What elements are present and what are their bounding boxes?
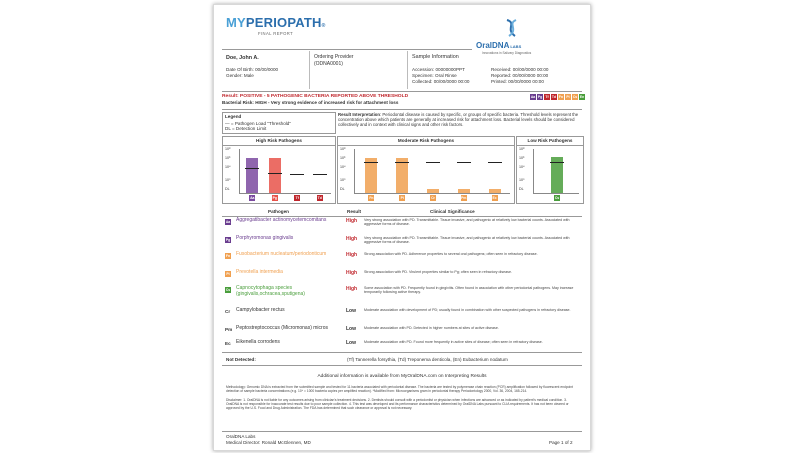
pathogen-name: Eikenella corrodens (236, 339, 280, 345)
result-badge: Fn (558, 95, 564, 99)
chart-category-label: Pm (461, 196, 467, 200)
chart-threshold-line (457, 162, 471, 163)
clinical-significance: Strong association with PD. Virulent properties similar to Pg; often seen in refractory disease. (364, 270, 512, 274)
chart-y-tick: 10⁸ (340, 146, 346, 151)
sample-collected: Collected: 00/00/0000 00:00 (412, 79, 470, 84)
sample-specimen: Specimen: Oral Rinse (412, 73, 457, 78)
chart-y-tick: 10⁴ (225, 165, 231, 170)
oraldna-logo-mark (501, 17, 523, 39)
chart-bar (269, 158, 281, 193)
chart-threshold-line (245, 168, 259, 169)
clinical-significance: Very strong association with PD. Transmittable. Tissue invasive, and pathogenic at relatively low bacterial counts. Associated with aggressive forms of disease. (364, 236, 570, 245)
oraldna-tagline: Innovations in Salivary Diagnostics (482, 51, 532, 55)
clinical-significance: Strong association with PD. Adherence properties to several oral pathogens; often seen in refractory disease. (364, 252, 538, 256)
result-badge: Aa (530, 95, 536, 99)
chart-bar (489, 189, 501, 193)
table-row (222, 270, 582, 286)
pathogen-code-badge: Pi (226, 272, 230, 276)
pathogen-result: High (346, 286, 358, 292)
col-clinical: Clinical Significance (430, 209, 475, 214)
legend-title: Legend (225, 114, 242, 119)
clinical-significance: Very strong association with PD. Transmittable. Tissue invasive, and pathogenic at relatively low bacterial counts. Associated with aggressive forms of disease. (364, 218, 570, 227)
result-badge: Cs (572, 95, 578, 99)
table-row (222, 252, 582, 270)
chart-threshold-line (488, 162, 502, 163)
legend-threshold: — = Pathogen Load "Threshold" (225, 121, 291, 126)
chart-category-label: Cr (431, 196, 435, 200)
chart-y-tick: 10⁰ (519, 177, 525, 182)
pathogen-code-badge: Cs (225, 288, 231, 292)
pathogen-name: Porphyromonas gingivalis (236, 235, 294, 241)
sample-printed: Printed: 00/00/0000 00:00 (491, 79, 544, 84)
medical-director: Medical Director: Ronald McGlennen, MD (226, 440, 311, 445)
chart-bar (458, 189, 470, 193)
chart-y-tick: 10⁶ (340, 155, 346, 160)
chart-threshold-line (395, 162, 409, 163)
pathogen-result: High (346, 270, 358, 276)
chart-moderate-risk (337, 136, 515, 204)
pathogen-result: High (346, 252, 358, 258)
disclaimer: Disclaimer: 1. OralDNA is not liable for any outcomes arising from clinician's treatment decisions. 2. Dentists should consult with a periodontist or physician when infections are advanced or as indicated by patient's medical condition. 3. OralDNA is not responsible for inaccurate test results due to poor sample collection. 4. This test was developed and its performance characteristics determined by OralDNA Labs pursuant to CLIA requirements. It has not been cleared or approved by the U.S. Food and Drug Administration. The FDA has determined that such clearance or approval is not necessary. (226, 398, 569, 410)
chart-bar (427, 189, 439, 193)
patient-name: Doe, John A. (226, 55, 259, 61)
chart-threshold-line (268, 173, 282, 174)
pathogen-code: Ec (225, 341, 231, 346)
chart-category-label: Pg (272, 196, 277, 200)
patient-gender: Gender: Male (226, 73, 254, 78)
provider-id: (ODNA0001) (314, 61, 343, 67)
pathogen-name: Aggregatibacter actinomycetemcomitans (236, 217, 327, 223)
oraldna-logo: OralDNALABS (476, 41, 522, 50)
result-badge: Td (551, 95, 557, 99)
chart-y-tick: 10⁶ (519, 155, 525, 160)
chart-bar (365, 158, 377, 193)
chart-moderate-title: Moderate Risk Pathogens (397, 138, 455, 143)
legend-box (222, 112, 336, 134)
legend-dl: DL = Detection Limit (225, 126, 267, 131)
clinical-significance: Moderate association with development of PD; usually found in combination with other suspected pathogens in refractory disease. (364, 308, 571, 312)
result-badge: Pg (537, 95, 543, 99)
table-row (222, 236, 582, 252)
report-page (213, 4, 591, 451)
result-badge: Pi (566, 95, 570, 99)
result-interpretation: Result Interpretation: Periodontal disease is caused by specific, or groups of specific bacteria. Threshold levels represent the concentration above which patients are generally at increased risk for attachment loss. Bacterial levels should be considered collectively and in context with clinical signs and other risk factors. (338, 112, 579, 128)
chart-bar (396, 158, 408, 193)
pathogen-result: Low (346, 308, 356, 314)
methodology: Methodology: Genomic DNA is extracted from the submitted sample and tested for 11 bacteria associated with periodontal disease. The bacteria are tested by polymerase chain reaction (PCR) amplification followed by fluorescent endpoint detection of sample bacteria concentrations (e.g. 10⁴ = 1000 bacteria copies per amplified reaction). *Modified from: Microorganisms gram in periodontal therapy Periodontology 2000, Vol. 36, 2004, 165-214. (226, 385, 573, 393)
clinical-significance: Moderate association with PD. Found more frequently in active sites of disease; often seen in refractory disease. (364, 340, 543, 344)
lab-name: OralDNA Labs (226, 434, 256, 439)
myperiopath-logo: MYPERIOPATH® (226, 15, 326, 30)
chart-category-label: Td (317, 196, 322, 200)
bacterial-risk: Bacterial Risk: HIGH - Very strong evidence of increased risk for attachment loss (222, 100, 399, 105)
chart-y-tick: 10⁸ (225, 146, 231, 151)
result-badges (530, 94, 586, 102)
result-badge: Tf (545, 95, 549, 99)
table-row (222, 218, 582, 236)
pathogen-result: High (346, 218, 358, 224)
pathogen-table (222, 218, 582, 353)
pathogen-result: High (346, 236, 358, 242)
page-number: Page 1 of 2 (549, 440, 573, 445)
chart-low-title: Low Risk Pathogens (527, 138, 573, 143)
result-line: Result: POSITIVE - 5 PATHOGENIC BACTERIA REPORTED ABOVE THRESHOLD (222, 94, 409, 99)
sample-title: Sample Information (412, 54, 459, 60)
pathogen-code-badge: Pg (225, 238, 231, 242)
pathogen-result: Low (346, 340, 356, 346)
clinical-significance: Some association with PD. Frequently found in gingivitis. Often found in association with other periodontal pathogens. May increase temporarily following active therapy. (364, 286, 574, 295)
provider-label: Ordering Provider (314, 54, 354, 60)
col-pathogen: Pathogen (268, 209, 289, 214)
chart-bar (246, 158, 258, 193)
pathogen-code: Pm (225, 327, 233, 332)
table-row (222, 286, 582, 308)
sample-received: Received: 00/00/0000 00:00 (491, 67, 549, 72)
not-detected-label: Not Detected: (226, 357, 256, 362)
chart-y-tick: DL (340, 187, 345, 192)
chart-y-tick: 10⁸ (519, 146, 525, 151)
chart-category-label: Fn (369, 196, 374, 200)
chart-y-tick: 10⁰ (225, 177, 231, 182)
clinical-significance: Moderate association with PD. Detected in higher numbers at sites of active disease. (364, 326, 499, 330)
chart-category-label: Pi (400, 196, 404, 200)
pathogen-name: Campylobacter rectus (236, 307, 285, 313)
report-type: FINAL REPORT (258, 31, 294, 36)
not-detected-value: (Tf) Tannerella forsythia, (Td) Treponema denticola, (En) Eubacterium nodatum (347, 357, 508, 362)
patient-dob: Date Of Birth: 00/00/0000 (226, 67, 279, 72)
sample-reported: Reported: 00/00/0000 00:00 (491, 73, 549, 78)
chart-low-risk (516, 136, 584, 204)
pathogen-name: Capnocytophaga species (gingivalis,ochracea,sputigena) (236, 285, 305, 297)
pathogen-name: Prevotella intermedia (236, 269, 283, 275)
pathogen-code: Cr (225, 309, 231, 314)
pathogen-code-badge: Aa (225, 220, 231, 224)
pathogen-code-badge: Fn (225, 254, 231, 258)
pathogen-name: Fusobacterium nucleatum/periodonticum (236, 251, 327, 257)
chart-threshold-line (550, 162, 564, 163)
chart-category-label: Tf (295, 196, 299, 200)
col-result: Result (347, 209, 362, 214)
chart-y-tick: DL (225, 187, 230, 192)
additional-info: Additional information is available from MyOralDNA.com on Interpreting Results (317, 374, 487, 379)
sample-accession: Accession: 00000000PPT (412, 67, 465, 72)
chart-category-label: Aa (250, 196, 255, 200)
chart-category-label: Ec (492, 196, 497, 200)
chart-threshold-line (290, 174, 304, 175)
chart-y-tick: 10⁰ (340, 177, 346, 182)
chart-category-label: Cs (554, 196, 560, 200)
chart-y-tick: DL (519, 187, 524, 192)
chart-threshold-line (426, 162, 440, 163)
chart-high-risk (222, 136, 336, 204)
chart-threshold-line (364, 162, 378, 163)
chart-y-tick: 10⁴ (340, 165, 346, 170)
table-row (222, 326, 582, 340)
chart-high-title: High Risk Pathogens (256, 138, 302, 143)
result-badge: En (579, 95, 585, 99)
chart-threshold-line (313, 174, 327, 175)
table-row (222, 308, 582, 326)
pathogen-result: Low (346, 326, 356, 332)
chart-y-tick: 10⁶ (225, 155, 231, 160)
chart-y-tick: 10⁴ (519, 165, 525, 170)
pathogen-name: Peptostreptococcus (Micromonas) micros (236, 325, 328, 331)
